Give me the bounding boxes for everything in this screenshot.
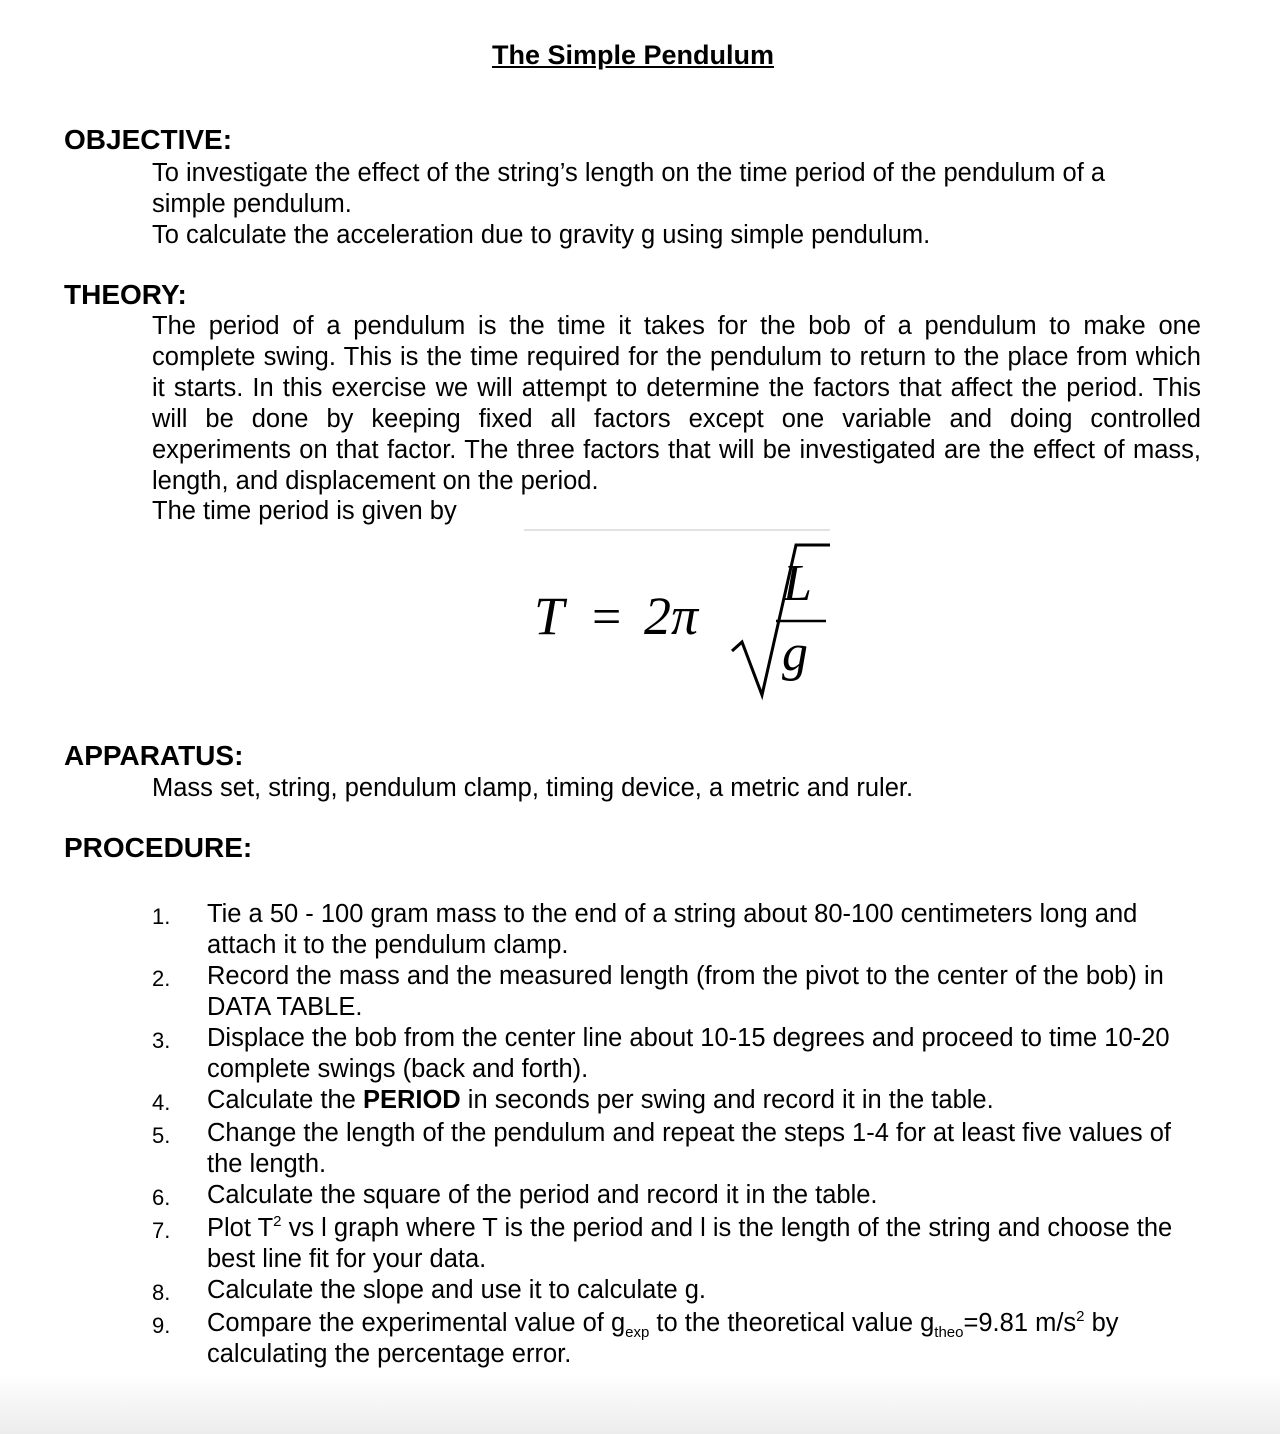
list-item (152, 1308, 1202, 1370)
objective-heading: OBJECTIVE: (64, 124, 233, 155)
theory-paragraph: The period of a pendulum is the time it takes for the bob of a pendulum to make one complete swing. This is the time required for the pendulum to return to the place from which it starts. In this exercise we will attempt to determine the factors that affect the period. This will be done by keeping fixed all factors except one variable and doing controlled experiments on that factor. The three factors that will be investigated are the effect of mass, length, and displacement on the period. (152, 312, 1201, 495)
objective-line-1: To investigate the effect of the string’s length on the time period of the pendulum of a (152, 159, 1106, 187)
formula-lhs: T (534, 586, 565, 646)
step-text: Calculate the slope and use it to calculate g. (207, 1276, 706, 1304)
list-item (152, 1085, 1202, 1118)
procedure-list (152, 899, 1202, 1370)
formula-equals: = (592, 589, 622, 646)
list-item (152, 1118, 1202, 1180)
formula-intro: The time period is given by (152, 497, 457, 525)
step-text: Compare the experimental value of $g_{exp}$ to the theoretical value $g_{theo}=9.81$ $m/s^2$ by calculating the percentage error. (207, 1308, 1119, 1368)
step-number: 9. (152, 1313, 171, 1338)
formula-numerator: L (783, 555, 812, 612)
step-text: Calculate the square of the period and record it in the table. (207, 1181, 878, 1209)
list-item (152, 1023, 1202, 1085)
step-number: 1. (152, 904, 171, 929)
list-item (152, 1275, 1202, 1308)
step-number: 8. (152, 1280, 171, 1305)
formula-coefficient: 2π (644, 586, 699, 646)
step-text: Calculate the PERIOD in seconds per swing and record it in the table. (207, 1086, 994, 1114)
period-emphasis: PERIOD (362, 1086, 461, 1114)
list-item (152, 961, 1202, 1023)
theory-heading: THEORY: (64, 279, 187, 310)
step-text: Displace the bob from the center line about 10-15 degrees and proceed to time 10-20 complete swings (back and forth). (207, 1024, 1170, 1083)
step-text: Plot $T^2$ vs l graph where T is the period and l is the length of the string and choose the best line fit for your data. (207, 1213, 1173, 1273)
apparatus-heading: APPARATUS: (64, 740, 244, 771)
objective-line-2: simple pendulum. (152, 190, 352, 218)
objective-text (152, 158, 1202, 251)
list-item (152, 899, 1202, 961)
objective-line-3: To calculate the acceleration due to gravity g using simple pendulum. (152, 221, 931, 249)
formula-denominator: g (782, 625, 808, 682)
step-number: 6. (152, 1185, 171, 1210)
step-text: Tie a 50 - 100 gram mass to the end of a string about 80-100 centimeters long and attach it to the pendulum clamp. (207, 900, 1138, 959)
step-text: Change the length of the pendulum and repeat the steps 1-4 for at least five values of the length. (207, 1119, 1171, 1178)
step-number: 7. (152, 1218, 171, 1243)
step-number: 5. (152, 1123, 171, 1148)
step-number: 3. (152, 1028, 171, 1053)
step-number: 4. (152, 1090, 171, 1115)
page-title: The Simple Pendulum (491, 40, 775, 70)
step-number: 2. (152, 966, 171, 991)
page-bottom-shadow (0, 1374, 1280, 1434)
step-text: Record the mass and the measured length (from the pivot to the center of the bob) in DATA TABLE. (207, 962, 1164, 1021)
list-item (152, 1213, 1202, 1275)
list-item (152, 1180, 1202, 1213)
apparatus-text: Mass set, string, pendulum clamp, timing device, a metric and ruler. (152, 774, 914, 802)
procedure-heading: PROCEDURE: (64, 832, 253, 863)
period-formula (520, 528, 840, 708)
